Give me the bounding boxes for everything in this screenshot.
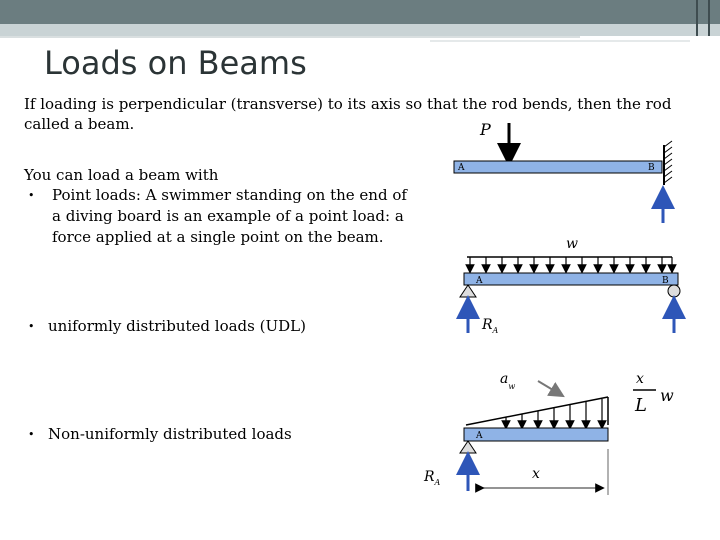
load-slope-line (466, 397, 608, 425)
beam (464, 273, 678, 285)
bullet-text: Non-uniformly distributed loads (48, 425, 292, 443)
varying-load-arrows (506, 399, 602, 425)
intensity-pointer (538, 381, 558, 393)
nonuniform-load-diagram (423, 371, 674, 495)
ratio-numerator: x (636, 371, 644, 387)
beam-diagrams (420, 115, 710, 505)
intensity-label: $a_w$ (500, 371, 516, 391)
decorative-line (430, 40, 690, 42)
ratio-suffix: w (660, 386, 674, 405)
pin-support (460, 285, 476, 297)
udl-arrows (470, 257, 672, 269)
reaction-label: $R_A$ (424, 469, 441, 487)
header-bar (0, 0, 720, 24)
bullet-symbol: • (28, 320, 35, 333)
bullet-text: Point loads: A swimmer standing on the end of a diving board is an example of a point load: a force applied at a single point on the beam. (52, 186, 407, 246)
reaction-label: $R_A$ (482, 317, 499, 335)
beam (454, 161, 662, 173)
beam-end-label-b: B (662, 276, 669, 286)
load-label-w: w (566, 236, 578, 252)
bullet-symbol: • (28, 428, 35, 441)
decorative-bar (696, 0, 698, 36)
decorative-bar (708, 0, 710, 36)
beam-end-label-b: B (648, 163, 655, 173)
beam (464, 428, 608, 441)
slide-title: Loads on Beams (44, 44, 307, 82)
load-intro-text: You can load a beam with (24, 166, 219, 184)
beam-end-label-a: A (476, 276, 483, 286)
beam-end-label-a: A (476, 431, 483, 441)
pin-support (460, 441, 476, 453)
point-load-diagram (454, 120, 672, 223)
intro-paragraph: If loading is perpendicular (transverse) to its axis so that the rod bends, then the rod called a beam. (24, 95, 672, 133)
force-label-p: P (480, 120, 491, 139)
header-band (0, 24, 720, 36)
bullet-text: uniformly distributed loads (UDL) (48, 317, 306, 335)
fixed-support-hatch (664, 141, 672, 183)
bullet-point-loads (24, 185, 407, 275)
ratio-denominator: L (635, 395, 647, 416)
dimension-label-x: x (532, 466, 540, 482)
roller-support (668, 285, 680, 297)
bullet-symbol: • (28, 189, 35, 202)
udl-diagram (460, 236, 680, 335)
header-divider (0, 36, 580, 38)
beam-end-label-a: A (458, 163, 465, 173)
